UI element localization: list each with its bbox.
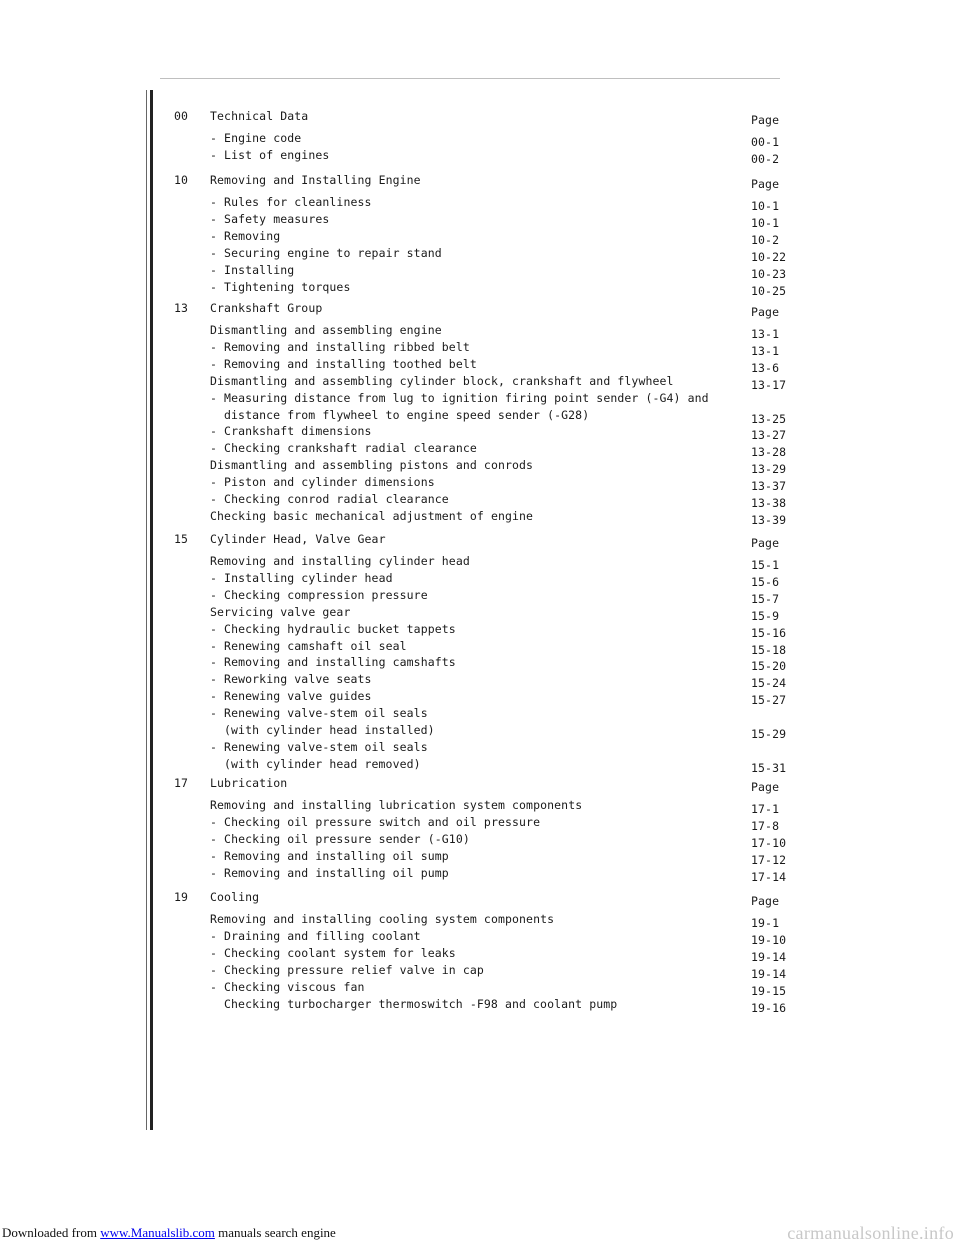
- entry-page: 00-1: [751, 135, 780, 149]
- entry-page: 17-12: [751, 852, 787, 867]
- entry-page: 17-1: [751, 802, 780, 816]
- entry-text: - Tightening torques: [210, 279, 351, 294]
- entry-page: 10-22: [751, 249, 787, 264]
- entry-page: 19-10: [751, 932, 787, 947]
- entry-page: 15-1: [751, 558, 780, 572]
- entry-page: 13-28: [751, 445, 787, 460]
- entry-text: - Reworking valve seats: [210, 672, 372, 687]
- entry-page: 10-1: [751, 199, 780, 213]
- toc-entry: [0, 587, 960, 604]
- entry-text: - Removing and installing oil sump: [210, 848, 449, 863]
- entry-text: - Renewing camshaft oil seal: [210, 638, 407, 653]
- entry-text: - Checking conrod radial clearance: [210, 492, 449, 506]
- watermark: carmanualsonline.info: [787, 1223, 954, 1243]
- entry-text: - Removing: [210, 228, 281, 243]
- entry-page: 00-2: [751, 151, 780, 166]
- toc-entry: [0, 407, 960, 424]
- toc-entry: [0, 621, 960, 638]
- entry-text: - Checking compression pressure: [210, 587, 428, 602]
- entry-page: 19-15: [751, 983, 787, 998]
- toc-entry: [0, 814, 960, 831]
- entry-page: 15-29: [751, 727, 787, 741]
- entry-page: 15-18: [751, 642, 787, 657]
- toc-entry: [0, 945, 960, 962]
- toc-entry: [0, 570, 960, 587]
- entry-text: - Crankshaft dimensions: [210, 424, 372, 439]
- entry-text: distance from flywheel to engine speed sender (-G28): [224, 407, 590, 422]
- footer-download-note: [2, 1225, 336, 1241]
- section-number: 15: [174, 532, 189, 546]
- toc-entry: [0, 705, 960, 722]
- entry-text: - Rules for cleanliness: [210, 195, 372, 209]
- entry-page: 10-1: [751, 215, 780, 230]
- entry-page: 13-39: [751, 512, 787, 527]
- entry-text: - Safety measures: [210, 211, 330, 226]
- toc-entry: [0, 928, 960, 945]
- toc-entry: [0, 457, 960, 477]
- entry-text: - Checking pressure relief valve in cap: [210, 962, 484, 977]
- toc-entry: [0, 322, 960, 339]
- entry-text: - List of engines: [210, 147, 330, 162]
- entry-page: 17-14: [751, 869, 787, 884]
- section-title: Lubrication: [210, 776, 288, 790]
- entry-page: 13-6: [751, 360, 780, 375]
- entry-page: 19-14: [751, 966, 787, 981]
- entry-text: - Measuring distance from lug to ignition firing point sender (-G4) and: [210, 390, 709, 405]
- toc-entry: [0, 228, 960, 245]
- toc-entry: [0, 654, 960, 674]
- toc-entry: [0, 474, 960, 494]
- section-header: [0, 108, 960, 125]
- entry-page: 10-2: [751, 232, 780, 247]
- entry-text: (with cylinder head removed): [224, 756, 421, 771]
- entry-text: - Renewing valve-stem oil seals: [210, 706, 428, 721]
- entry-text: (with cylinder head installed): [224, 723, 435, 737]
- entry-text: - Securing engine to repair stand: [210, 245, 442, 260]
- entry-text: Dismantling and assembling engine: [210, 323, 442, 337]
- entry-page: 15-20: [751, 659, 787, 674]
- page-column-header: Page: [751, 305, 780, 319]
- footer-suffix: manuals search engine: [214, 1225, 336, 1240]
- entry-page: 13-37: [751, 479, 787, 494]
- entry-text: Dismantling and assembling pistons and conrods: [210, 458, 534, 473]
- section-header: [0, 775, 960, 792]
- section-header: [0, 300, 960, 317]
- toc-entry: [0, 553, 960, 570]
- section-title: Technical Data: [210, 109, 309, 123]
- toc-entry: [0, 604, 960, 621]
- toc-entry: [0, 356, 960, 373]
- toc-entry: [0, 373, 960, 390]
- entry-page: 15-9: [751, 608, 780, 623]
- entry-page: 15-6: [751, 574, 780, 589]
- section-number: 19: [174, 890, 189, 904]
- entry-text: - Removing and installing camshafts: [210, 655, 456, 670]
- page-column-header: Page: [751, 177, 780, 191]
- toc-entry: [0, 638, 960, 655]
- section-title: Cooling: [210, 890, 260, 904]
- toc-entry: [0, 440, 960, 460]
- entry-text: - Installing: [210, 262, 295, 277]
- entry-text: - Piston and cylinder dimensions: [210, 475, 435, 490]
- entry-page: 17-8: [751, 818, 780, 833]
- toc-entry: [0, 279, 960, 296]
- section-header: [0, 889, 960, 906]
- section-number: 00: [174, 109, 189, 123]
- entry-text: Removing and installing cylinder head: [210, 554, 470, 568]
- toc-entry: [0, 831, 960, 848]
- entry-text: - Renewing valve guides: [210, 689, 372, 704]
- top-rule: [160, 78, 780, 79]
- toc-entry: [0, 194, 960, 211]
- entry-text: - Checking oil pressure sender (-G10): [210, 831, 470, 846]
- entry-text: - Checking viscous fan: [210, 979, 365, 994]
- entry-text: Checking basic mechanical adjustment of engine: [210, 508, 534, 523]
- toc-entry: [0, 339, 960, 356]
- entry-page: 13-25: [751, 411, 787, 426]
- entry-page: 13-1: [751, 327, 780, 341]
- toc-entry: [0, 911, 960, 928]
- entry-text: - Renewing valve-stem oil seals: [210, 739, 428, 754]
- entry-text: Removing and installing lubrication system components: [210, 798, 583, 812]
- toc-entry: [0, 722, 960, 739]
- toc-entry: [0, 962, 960, 979]
- toc-entry: [0, 211, 960, 228]
- toc-entry: [0, 756, 960, 773]
- entry-text: - Engine code: [210, 131, 302, 145]
- entry-page: 19-14: [751, 949, 787, 964]
- toc-entry: [0, 245, 960, 262]
- entry-page: 15-16: [751, 625, 787, 640]
- entry-text: - Installing cylinder head: [210, 570, 393, 585]
- page-column-header: Page: [751, 113, 780, 127]
- entry-page: 19-16: [751, 1000, 787, 1015]
- entry-text: - Checking hydraulic bucket tappets: [210, 621, 456, 636]
- entry-text: - Removing and installing toothed belt: [210, 356, 477, 371]
- section-header: [0, 172, 960, 189]
- toc-entry: [0, 491, 960, 508]
- footer-prefix: Downloaded from: [2, 1225, 101, 1240]
- entry-text: - Checking crankshaft radial clearance: [210, 441, 477, 456]
- entry-page: 15-24: [751, 676, 787, 691]
- toc-entry: [0, 671, 960, 691]
- toc-entry: [0, 797, 960, 814]
- entry-text: - Checking coolant system for leaks: [210, 945, 456, 960]
- toc-entry: [0, 390, 960, 407]
- entry-page: 13-29: [751, 462, 787, 477]
- entry-page: 13-17: [751, 377, 787, 392]
- entry-page: 10-23: [751, 266, 787, 281]
- toc-entry: [0, 147, 960, 164]
- entry-page: 15-27: [751, 693, 787, 708]
- toc-entry: [0, 865, 960, 882]
- entry-page: 13-27: [751, 428, 787, 443]
- section-title: Cylinder Head, Valve Gear: [210, 532, 386, 546]
- footer: [0, 1223, 960, 1242]
- manualslib-link[interactable]: www.Manualslib.com: [100, 1225, 215, 1240]
- section-number: 13: [174, 301, 189, 315]
- toc-entry: [0, 996, 960, 1013]
- entry-page: 13-1: [751, 343, 780, 358]
- entry-text: - Checking oil pressure switch and oil pressure: [210, 814, 541, 829]
- toc-entry: [0, 130, 960, 147]
- toc-entry: [0, 979, 960, 996]
- section-number: 17: [174, 776, 189, 790]
- toc-entry: [0, 423, 960, 443]
- page-column-header: Page: [751, 536, 780, 550]
- toc-entry: [0, 508, 960, 525]
- toc-entry: [0, 848, 960, 865]
- page-column-header: Page: [751, 894, 780, 908]
- entry-text: Dismantling and assembling cylinder block, crankshaft and flywheel: [210, 373, 674, 388]
- entry-page: 15-7: [751, 591, 780, 606]
- entry-text: Servicing valve gear: [210, 604, 351, 619]
- section-title: Crankshaft Group: [210, 301, 323, 315]
- entry-text: - Removing and installing ribbed belt: [210, 339, 470, 354]
- toc-entry: [0, 739, 960, 756]
- entry-text: - Removing and installing oil pump: [210, 865, 449, 880]
- entry-page: 17-10: [751, 835, 787, 850]
- entry-text: Removing and installing cooling system components: [210, 912, 555, 926]
- toc-entry: [0, 688, 960, 708]
- section-number: 10: [174, 173, 189, 187]
- section-header: [0, 531, 960, 548]
- page-column-header: Page: [751, 780, 780, 794]
- entry-page: 10-25: [751, 283, 787, 298]
- entry-text: Checking turbocharger thermoswitch -F98 and coolant pump: [224, 996, 618, 1011]
- entry-page: 15-31: [751, 760, 787, 775]
- entry-page: 13-38: [751, 496, 787, 510]
- entry-text: - Draining and filling coolant: [210, 928, 421, 943]
- section-title: Removing and Installing Engine: [210, 173, 421, 187]
- toc-entry: [0, 262, 960, 279]
- entry-page: 19-1: [751, 916, 780, 930]
